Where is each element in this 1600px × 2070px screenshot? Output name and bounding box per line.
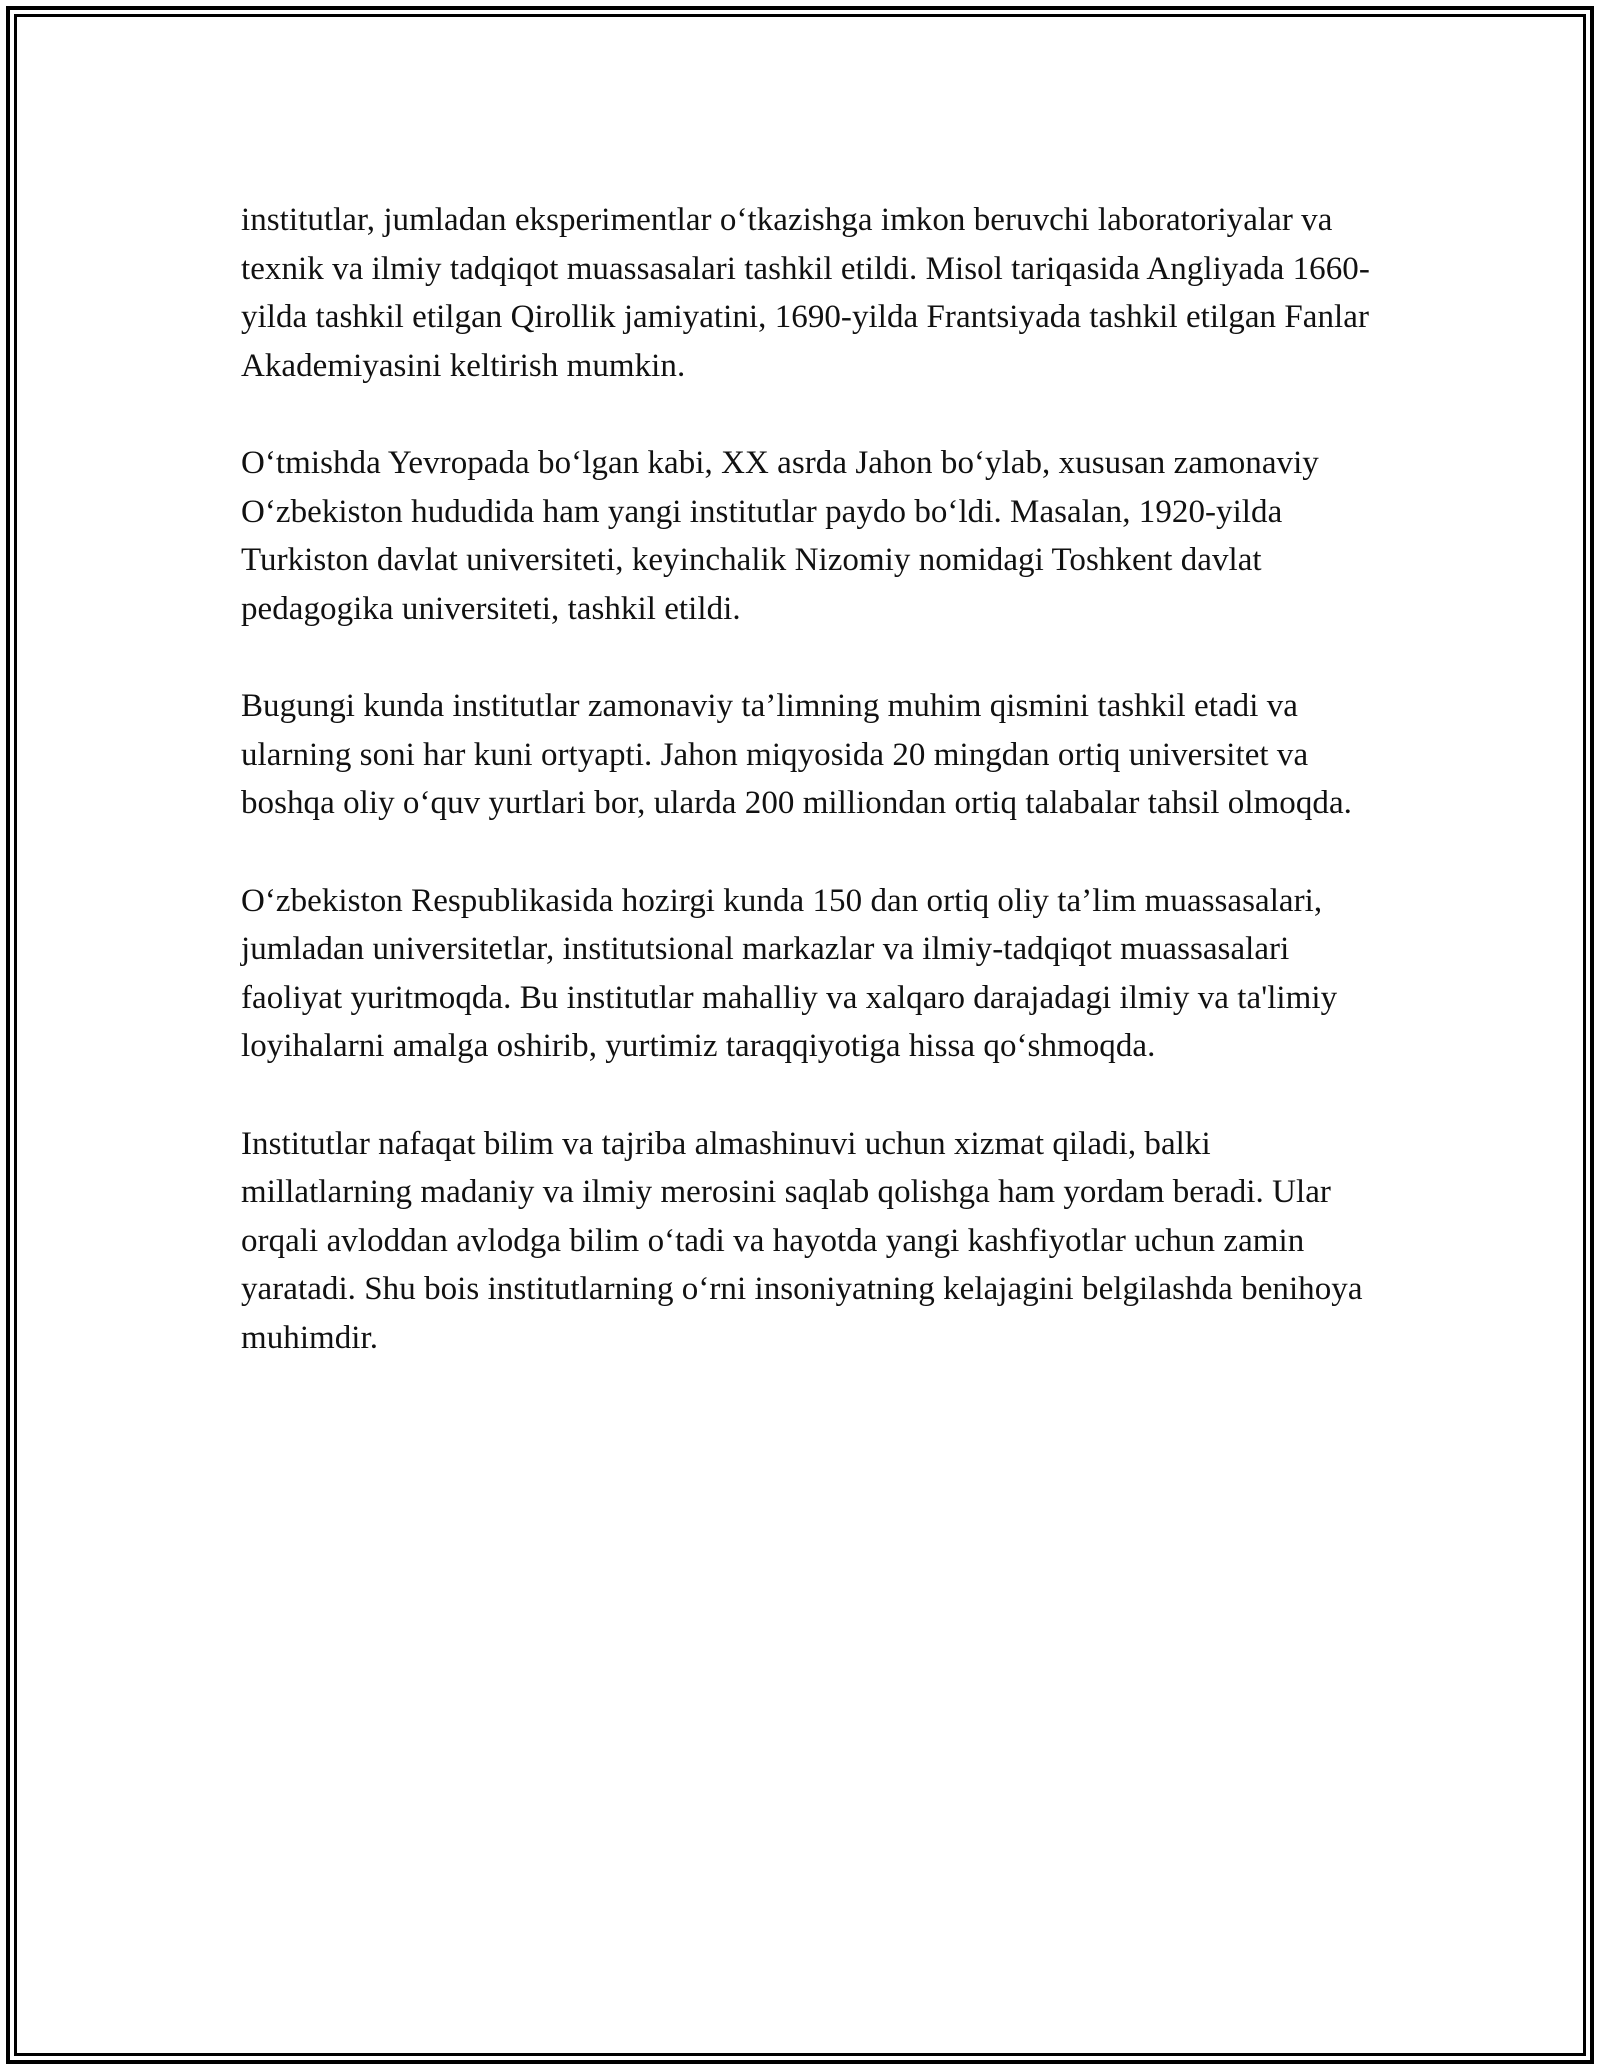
paragraph-4: O‘zbekiston Respublikasida hozirgi kunda 150 dan ortiq oliy ta’lim muassasalari, jumladan universitetlar, institutsional markazlar va ilmiy-tadqiqot muassasalari faoliyat yuritmoqda. Bu institutlar mahalliy va xalqaro darajadagi ilmiy va ta'limiy loyihalarni amalga oshirib, yurtimiz taraqqiyotiga hissa qo‘shmoqda. [241,882,1338,1064]
paragraph-5: Institutlar nafaqat bilim va tajriba almashinuvi uchun xizmat qiladi, balki millatlarning madaniy va ilmiy merosini saqlab qolishga ham yordam beradi. Ular orqali avloddan avlodga bilim o‘tadi va hayotda yangi kashfiyotlar uchun zamin yaratadi. Shu bois institutlarning o‘rni insoniyatning kelajagini belgilashda benihoya muhimdir. [241,1125,1363,1356]
paragraph-2: O‘tmishda Yevropada bo‘lgan kabi, XX asrda Jahon bo‘ylab, xususan zamonaviy O‘zbekiston hududida ham yangi institutlar paydo bo‘ldi. Masalan, 1920-yilda Turkiston davlat universiteti, keyinchalik Nizomiy nomidagi Toshkent davlat pedagogika universiteti, tashkil etildi. [241,445,1319,627]
page-frame [6,6,1594,2064]
paragraph-3: Bugungi kunda institutlar zamonaviy ta’limning muhim qismini tashkil etadi va ularning soni har kuni ortyapti. Jahon miqyosida 20 mingdan ortiq universitet va boshqa oliy o‘quv yurtlari bor, ularda 200 milliondan ortiq talabalar tahsil olmoqda. [241,688,1352,821]
paragraph-1: institutlar, jumladan eksperimentlar o‘tkazishga imkon beruvchi laboratoriyalar va texnik va ilmiy tadqiqot muassasalari tashkil etildi. Misol tariqasida Angliyada 1660-yilda tashkil etilgan Qirollik jamiyatini, 1690-yilda Frantsiyada tashkil etilgan Fanlar Akademiyasini keltirish mumkin. [241,202,1370,384]
document-body [241,196,1381,1411]
